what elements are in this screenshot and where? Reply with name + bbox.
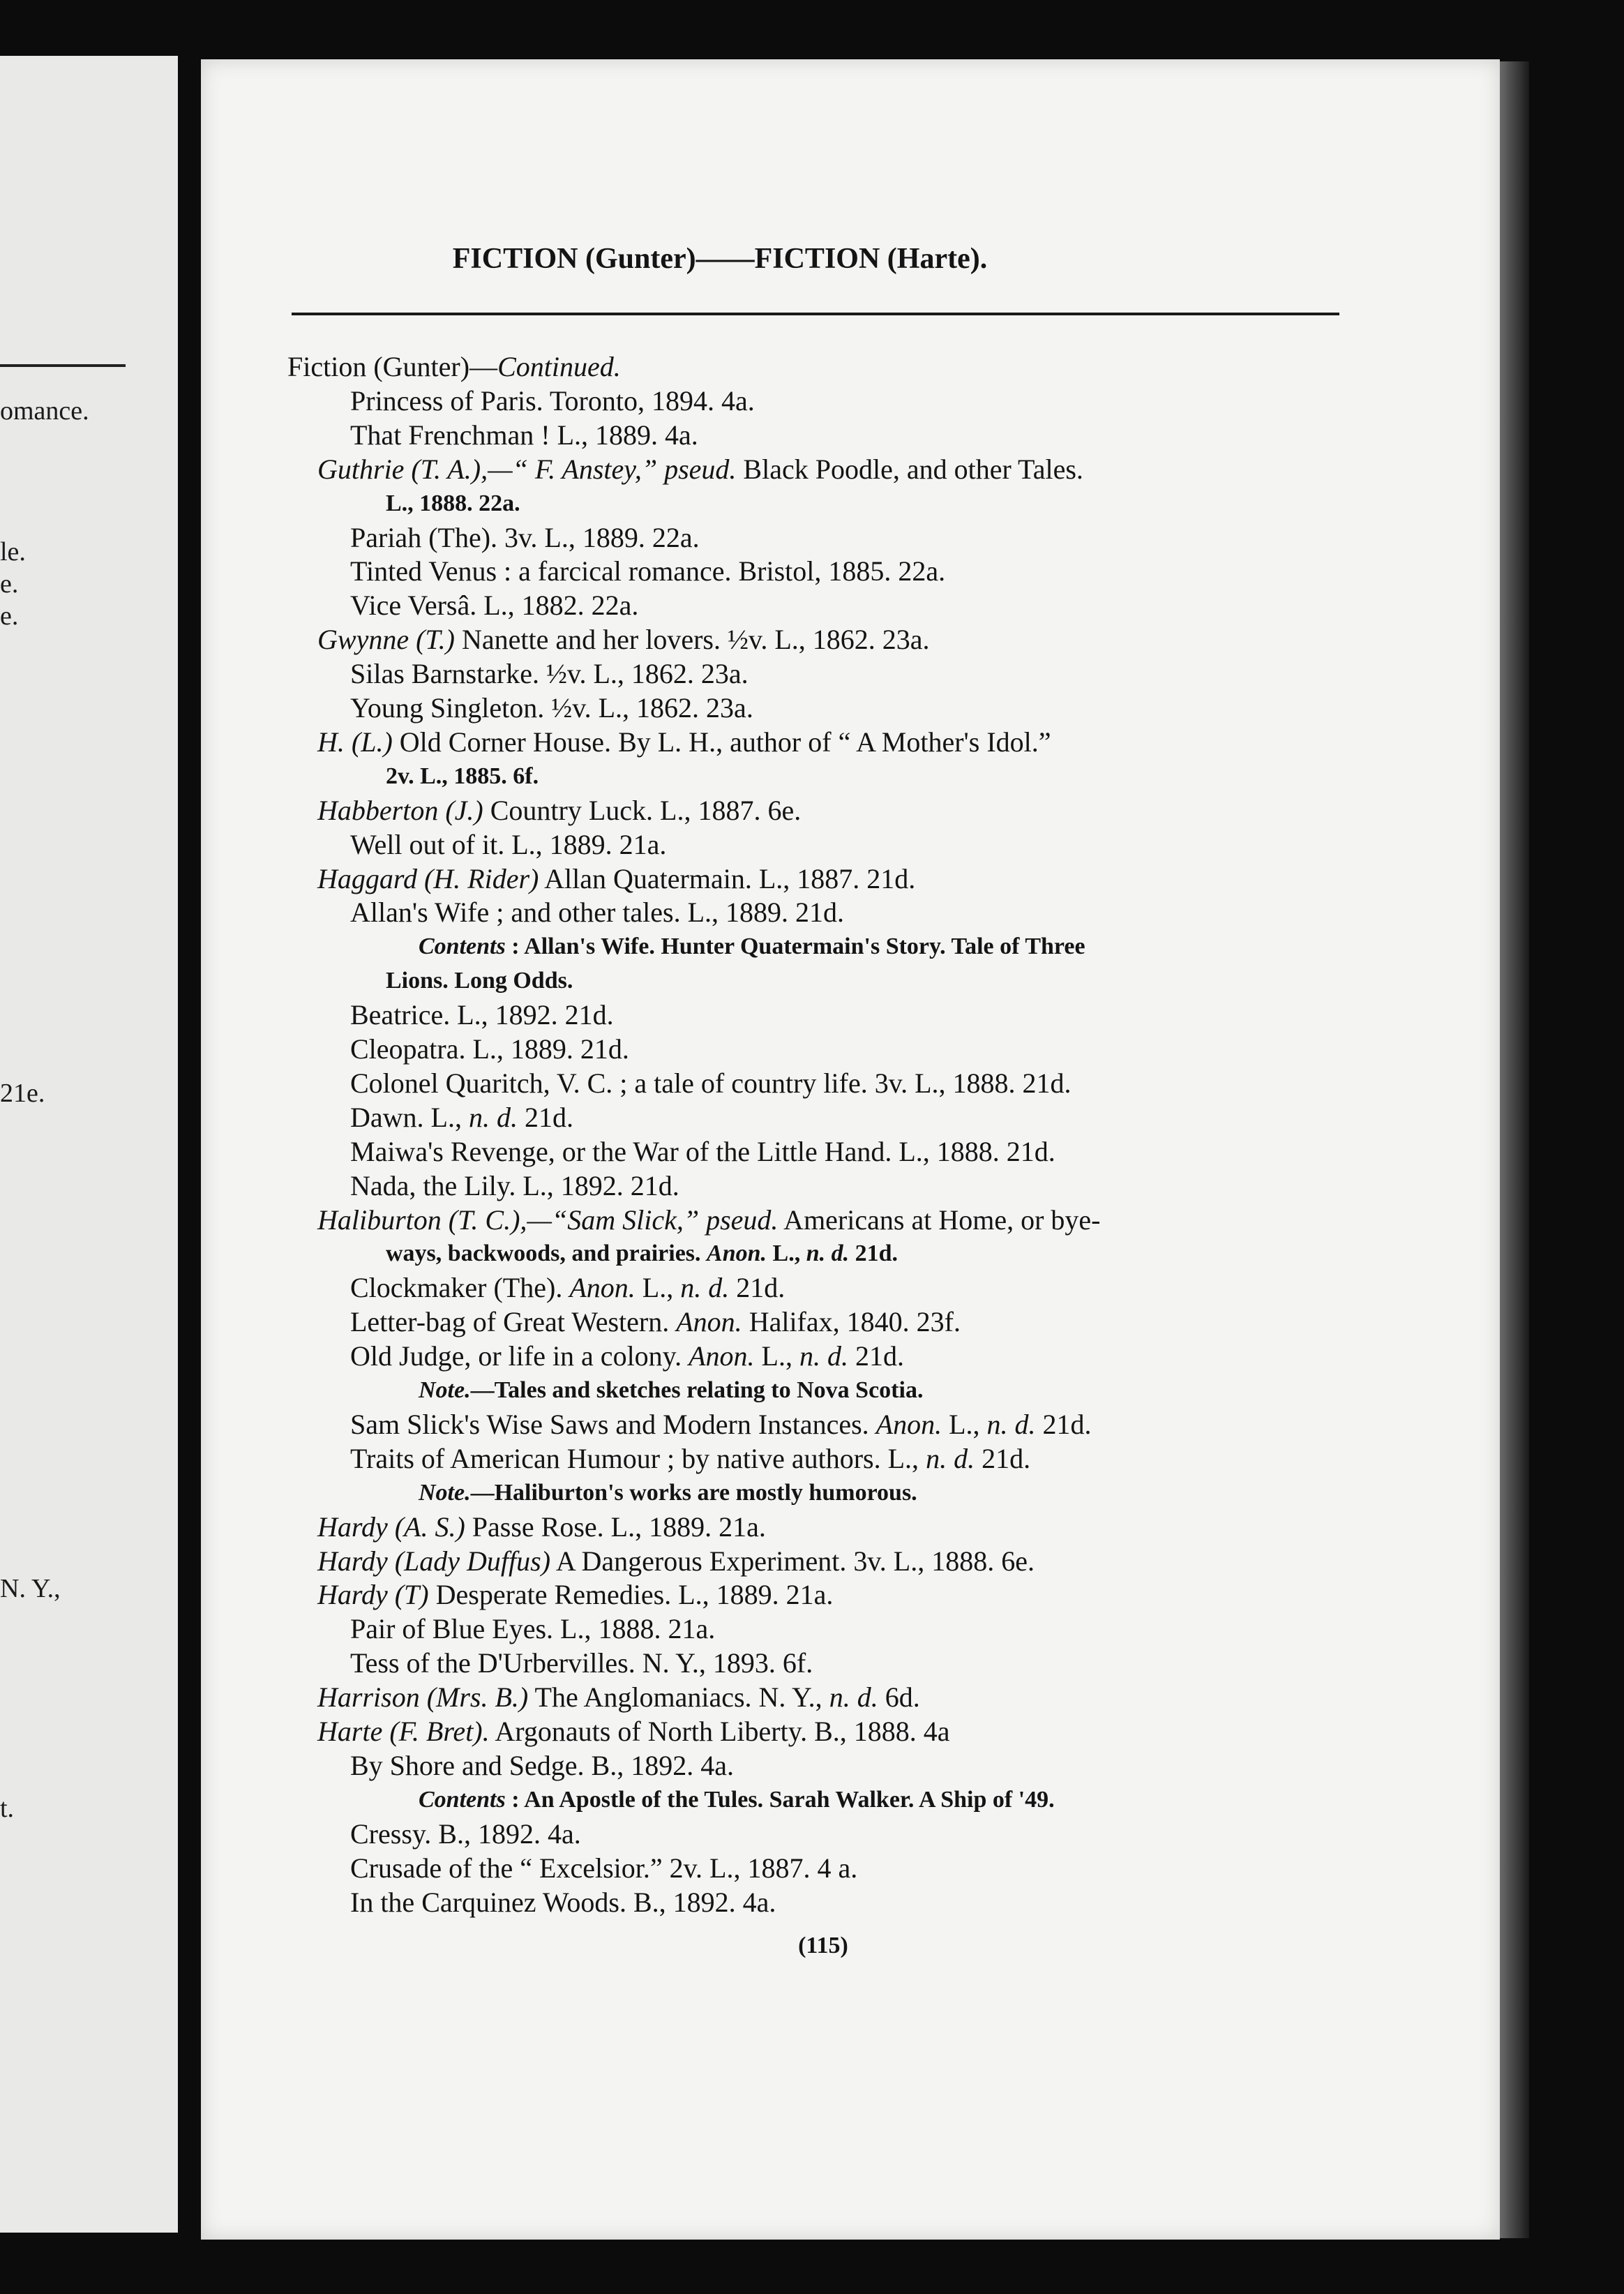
entry-text: Argonauts of North Liberty. B., 1888. 4a <box>489 1716 950 1747</box>
catalogue-line-author <box>317 1543 1035 1580</box>
catalogue-line-note <box>419 1372 923 1409</box>
entry-text: Nanette and her lovers. ½v. L., 1862. 23a. <box>455 624 930 656</box>
italic-text: Note. <box>419 1377 471 1403</box>
catalogue-line-entry <box>350 417 698 453</box>
catalogue-line-entry <box>350 827 666 863</box>
catalogue-line-entry <box>350 383 755 419</box>
entry-text: Young Singleton. ½v. L., 1862. 23a. <box>350 692 753 724</box>
entry-text: A Dangerous Experiment. 3v. L., 1888. 6e. <box>550 1545 1035 1577</box>
catalogue-line-entry <box>350 1270 785 1306</box>
italic-text: Harte (F. Bret). <box>317 1716 490 1747</box>
italic-text: Continued. <box>497 351 621 382</box>
catalogue-line-entry <box>350 1338 904 1374</box>
italic-text: Anon. <box>875 1408 942 1440</box>
italic-text: Anon. <box>569 1272 636 1304</box>
entry-text: In the Carquinez Woods. B., 1892. 4a. <box>350 1886 776 1918</box>
catalogue-line-detail <box>386 758 539 795</box>
entry-text: The Anglomaniacs. N. Y., <box>528 1681 829 1714</box>
italic-text: n. d. <box>468 1101 518 1133</box>
italic-text: Gwynne (T.) <box>317 624 455 656</box>
entry-text: L., <box>635 1272 681 1304</box>
facing-page-fragment <box>0 56 178 2233</box>
entry-text: Old Corner House. By L. H., author of “ A Mother's Idol.” <box>392 726 1051 758</box>
page-number: (115) <box>798 1933 848 1958</box>
facing-page-text: t. <box>0 1794 15 1823</box>
catalogue-line-entry <box>350 1304 961 1340</box>
catalogue-line-entry <box>350 1134 1055 1170</box>
catalogue-line-entry <box>350 656 749 692</box>
catalogue-line-note <box>419 1475 917 1511</box>
italic-text: Anon. <box>707 1240 767 1267</box>
catalogue-line-detail <box>386 963 573 999</box>
italic-text: Contents <box>419 934 506 960</box>
entry-text: : Allan's Wife. Hunter Quatermain's Story. Tale of Three <box>505 934 1085 960</box>
catalogue-line-entry <box>350 1645 813 1681</box>
entry-text: —Haliburton's works are mostly humorous. <box>470 1479 917 1506</box>
facing-page-rule <box>0 364 126 367</box>
italic-text: Contents <box>419 1786 506 1813</box>
entry-text: Silas Barnstarke. ½v. L., 1862. 23a. <box>350 658 749 690</box>
facing-page-text: omance. <box>0 396 89 426</box>
entry-text: L., <box>942 1408 987 1440</box>
entry-text: Letter-bag of Great Western. <box>350 1306 677 1338</box>
catalogue-line-author <box>317 622 930 658</box>
entry-text: Crusade of the “ Excelsior.” 2v. L., 1887. 4 a. <box>350 1852 858 1884</box>
entry-text: Tinted Venus : a farcical romance. Bristol, 1885. 22a. <box>350 555 946 587</box>
entry-text: Traits of American Humour ; by native authors. L., <box>350 1442 926 1474</box>
entry-text: —Tales and sketches relating to Nova Scotia. <box>470 1377 924 1403</box>
catalogue-line-author <box>317 861 915 897</box>
entry-text: Cleopatra. L., 1889. 21d. <box>350 1033 629 1065</box>
entry-text: L., <box>754 1340 799 1372</box>
italic-text: Haggard (H. Rider) <box>317 862 539 894</box>
entry-text: Country Luck. L., 1887. 6e. <box>483 794 802 826</box>
catalogue-line-author <box>317 1679 920 1716</box>
entry-text: Clockmaker (The). <box>350 1272 570 1304</box>
catalogue-line-author <box>317 793 801 829</box>
italic-text: Anon. <box>676 1306 742 1338</box>
entry-text: Halifax, 1840. 23f. <box>742 1306 961 1338</box>
entry-text: 6d. <box>878 1681 920 1714</box>
italic-text: Habberton (J.) <box>317 794 483 826</box>
page-edge-shadow <box>1500 61 1529 2238</box>
catalogue-line-author <box>317 1714 950 1750</box>
entry-text: Vice Versâ. L., 1882. 22a. <box>350 590 639 622</box>
entry-text: Well out of it. L., 1889. 21a. <box>350 828 667 860</box>
entry-text: 2v. L., 1885. 6f. <box>386 763 539 789</box>
entry-text: Maiwa's Revenge, or the War of the Little Hand. L., 1888. 21d. <box>350 1135 1055 1167</box>
catalogue-line-detail <box>386 486 520 522</box>
catalogue-line-entry <box>350 1100 573 1136</box>
entry-text: Allan Quatermain. L., 1887. 21d. <box>539 862 916 894</box>
catalogue-line-author <box>317 451 1083 488</box>
italic-text: Haliburton (T. C.),—“Sam Slick,” pseud. <box>317 1204 779 1236</box>
catalogue-line-note <box>419 1782 1055 1818</box>
entry-text: Allan's Wife ; and other tales. L., 1889. 21d. <box>350 897 845 929</box>
entry-text: L., <box>767 1240 806 1267</box>
entry-text: Lions. Long Odds. <box>386 968 573 994</box>
catalogue-line-entry <box>350 553 945 590</box>
entry-text: Cressy. B., 1892. 4a. <box>350 1817 581 1850</box>
entry-text: That Frenchman ! L., 1889. 4a. <box>350 419 698 451</box>
entry-text: Passe Rose. L., 1889. 21a. <box>465 1510 766 1543</box>
facing-page-text: le. <box>0 537 26 567</box>
catalogue-line-entry <box>350 1884 776 1921</box>
entry-text: Sam Slick's Wise Saws and Modern Instances. <box>350 1408 876 1440</box>
facing-page-text: e. <box>0 601 19 631</box>
catalogue-line-entry <box>350 1031 629 1067</box>
catalogue-line-author <box>317 1202 1100 1238</box>
catalogue-line-entry <box>350 1065 1072 1102</box>
entry-text: 21d. <box>517 1101 573 1133</box>
entry-text: L., 1888. 22a. <box>386 490 520 516</box>
catalogue-line-entry <box>350 1611 715 1647</box>
catalogue-line-entry <box>350 1441 1030 1477</box>
entry-text: ways, backwoods, and prairies. <box>386 1240 707 1267</box>
entry-text: Tess of the D'Urbervilles. N. Y., 1893. 6f. <box>350 1647 813 1679</box>
catalogue-line-author <box>317 1509 766 1545</box>
entry-text: Black Poodle, and other Tales. <box>736 453 1083 485</box>
italic-text: Harrison (Mrs. B.) <box>317 1681 529 1714</box>
catalogue-line-entry <box>350 997 614 1033</box>
entry-text: 21d. <box>849 1240 899 1267</box>
catalogue-line-entry <box>350 1407 1092 1443</box>
italic-text: n. d. <box>799 1340 848 1372</box>
italic-text: n. d. <box>806 1240 850 1267</box>
catalogue-line-author <box>317 724 1051 760</box>
header-rule <box>292 313 1339 315</box>
catalogue-line-entry <box>350 520 700 556</box>
catalogue-line-author <box>317 1577 833 1613</box>
catalogue-line-entry <box>350 1168 679 1204</box>
italic-text: n. d. <box>986 1408 1036 1440</box>
facing-page-text: N. Y., <box>0 1574 61 1603</box>
catalogue-line-entry <box>350 690 753 726</box>
entry-text: Americans at Home, or bye- <box>778 1204 1101 1236</box>
italic-text: Hardy (A. S.) <box>317 1510 465 1543</box>
italic-text: n. d. <box>680 1272 730 1304</box>
catalogue-line-entry <box>350 894 844 931</box>
entry-text: Princess of Paris. Toronto, 1894. 4a. <box>350 384 755 417</box>
catalogue-line-detail <box>386 1236 898 1272</box>
entry-text: 21d. <box>975 1442 1031 1474</box>
entry-text: Pair of Blue Eyes. L., 1888. 21a. <box>350 1613 716 1645</box>
entry-text: Beatrice. L., 1892. 21d. <box>350 999 614 1031</box>
entry-text: 21d. <box>1035 1408 1092 1440</box>
italic-text: Hardy (Lady Duffus) <box>317 1545 551 1577</box>
entry-text: Colonel Quaritch, V. C. ; a tale of country life. 3v. L., 1888. 21d. <box>350 1067 1072 1099</box>
italic-text: n. d. <box>926 1442 975 1474</box>
entry-text: Dawn. L., <box>350 1101 469 1133</box>
facing-page-text: e. <box>0 569 19 599</box>
catalogue-line-heading <box>287 349 621 385</box>
catalogue-line-entry <box>350 1816 581 1852</box>
entry-text: : An Apostle of the Tules. Sarah Walker. A Ship of '49. <box>505 1786 1055 1813</box>
facing-page-text: 21e. <box>0 1079 45 1108</box>
italic-text: H. (L.) <box>317 726 393 758</box>
italic-text: Hardy (T) <box>317 1579 429 1611</box>
running-head: FICTION (Gunter)——FICTION (Harte). <box>452 243 988 275</box>
entry-text: Nada, the Lily. L., 1892. 21d. <box>350 1169 679 1201</box>
italic-text: Note. <box>419 1479 471 1506</box>
entry-text: 21d. <box>729 1272 785 1304</box>
catalogue-line-entry <box>350 587 638 624</box>
italic-text: Guthrie (T. A.),—“ F. Anstey,” pseud. <box>317 453 737 485</box>
entry-text: Desperate Remedies. L., 1889. 21a. <box>428 1579 834 1611</box>
entry-text: Old Judge, or life in a colony. <box>350 1340 689 1372</box>
catalogue-line-entry <box>350 1850 857 1887</box>
entry-text: Pariah (The). 3v. L., 1889. 22a. <box>350 521 700 553</box>
italic-text: n. d. <box>829 1681 878 1714</box>
catalogue-line-note <box>419 929 1085 965</box>
entry-text: By Shore and Sedge. B., 1892. 4a. <box>350 1749 734 1781</box>
entry-text: Fiction (Gunter)— <box>287 351 498 382</box>
catalogue-line-entry <box>350 1748 734 1784</box>
italic-text: Anon. <box>689 1340 755 1372</box>
entry-text: 21d. <box>848 1340 904 1372</box>
